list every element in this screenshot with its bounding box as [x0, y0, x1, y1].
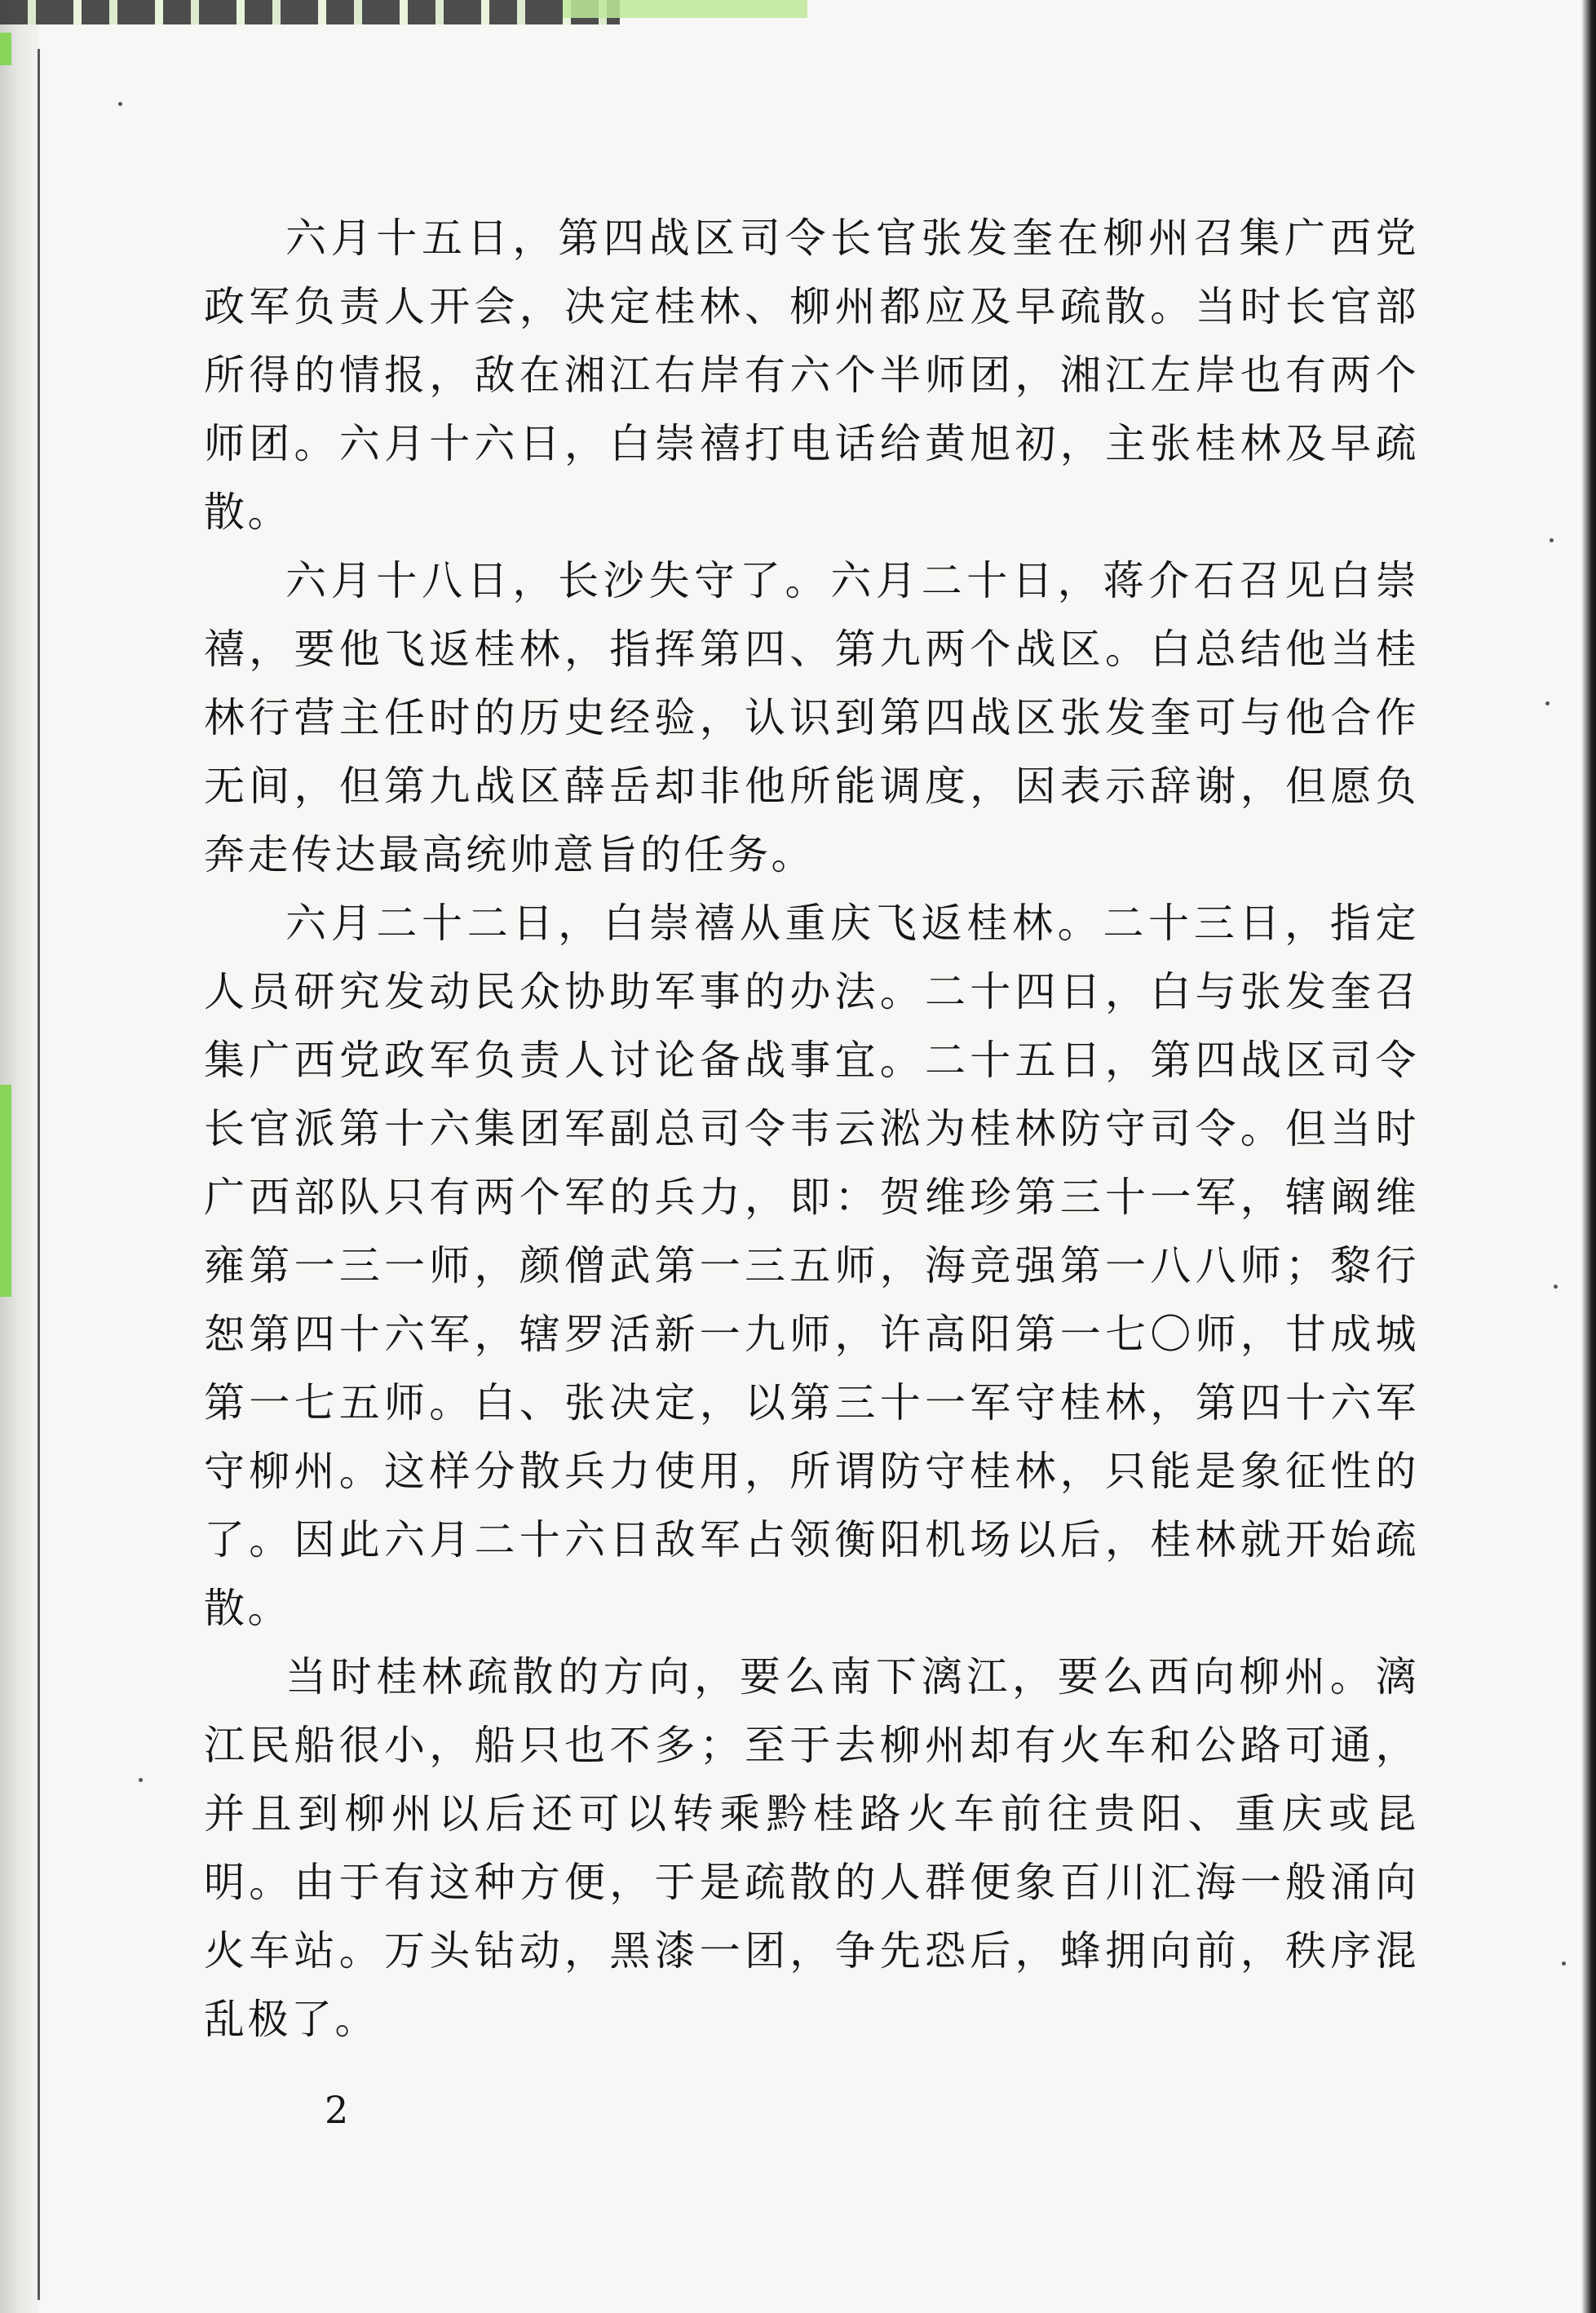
green-tab-middle	[0, 1085, 11, 1297]
binding-line	[38, 49, 40, 2300]
paragraph-4: 当时桂林疏散的方向，要么南下漓江，要么西向柳州。漓江民船很小，船只也不多；至于去柳州却有火车和公路可通，并且到柳州以后还可以转乘黔桂路火车前往贵阳、重庆或昆明。由于有这种方便，于是疏散的人群便象百川汇海一般涌向火车站。万头钻动，黑漆一团，争先恐后，蜂拥向前，秩序混乱极了。	[204, 1653, 1419, 2043]
body-text	[204, 204, 1419, 2054]
scan-speck	[1562, 1961, 1566, 1966]
scan-speck	[139, 1778, 143, 1782]
green-highlight-strip	[563, 0, 807, 18]
paragraph-3: 六月二十二日，白崇禧从重庆飞返桂林。二十三日，指定人员研究发动民众协助军事的办法。二十四日，白与张发奎召集广西党政军负责人讨论备战事宜。二十五日，第四战区司令长官派第十六集团军副总司令韦云淞为桂林防守司令。但当时广西部队只有两个军的兵力，即：贺维珍第三十一军，辖阚维雍第一三一师，颜僧武第一三五师，海竞强第一八八师；黎行恕第四十六军，辖罗活新一九师，许高阳第一七〇师，甘成城第一七五师。白、张决定，以第三十一军守桂林，第四十六军守柳州。这样分散兵力使用，所谓防守桂林，只能是象征性的了。因此六月二十六日敌军占领衡阳机场以后，桂林就开始疏散。	[204, 900, 1419, 1632]
scan-speck	[1550, 538, 1554, 542]
right-page-edge	[1581, 0, 1596, 2313]
green-tab-top	[0, 33, 11, 65]
torn-header-strip	[0, 0, 620, 24]
paragraph-2: 六月十八日，长沙失守了。六月二十日，蒋介石召见白崇禧，要他飞返桂林，指挥第四、第九两个战区。白总结他当桂林行营主任时的历史经验，认识到第四战区张发奎可与他合作无间，但第九战区薛岳却非他所能调度，因表示辞谢，但愿负奔走传达最高统帅意旨的任务。	[204, 557, 1419, 878]
scan-speck	[1545, 701, 1550, 705]
page-number: 2	[325, 2088, 349, 2132]
scan-speck	[118, 102, 122, 106]
scan-speck	[1554, 1285, 1558, 1289]
paragraph-1: 六月十五日，第四战区司令长官张发奎在柳州召集广西党政军负责人开会，决定桂林、柳州都应及早疏散。当时长官部所得的情报，敌在湘江右岸有六个半师团，湘江左岸也有两个师团。六月十六日，白崇禧打电话给黄旭初，主张桂林及早疏散。	[204, 214, 1419, 536]
